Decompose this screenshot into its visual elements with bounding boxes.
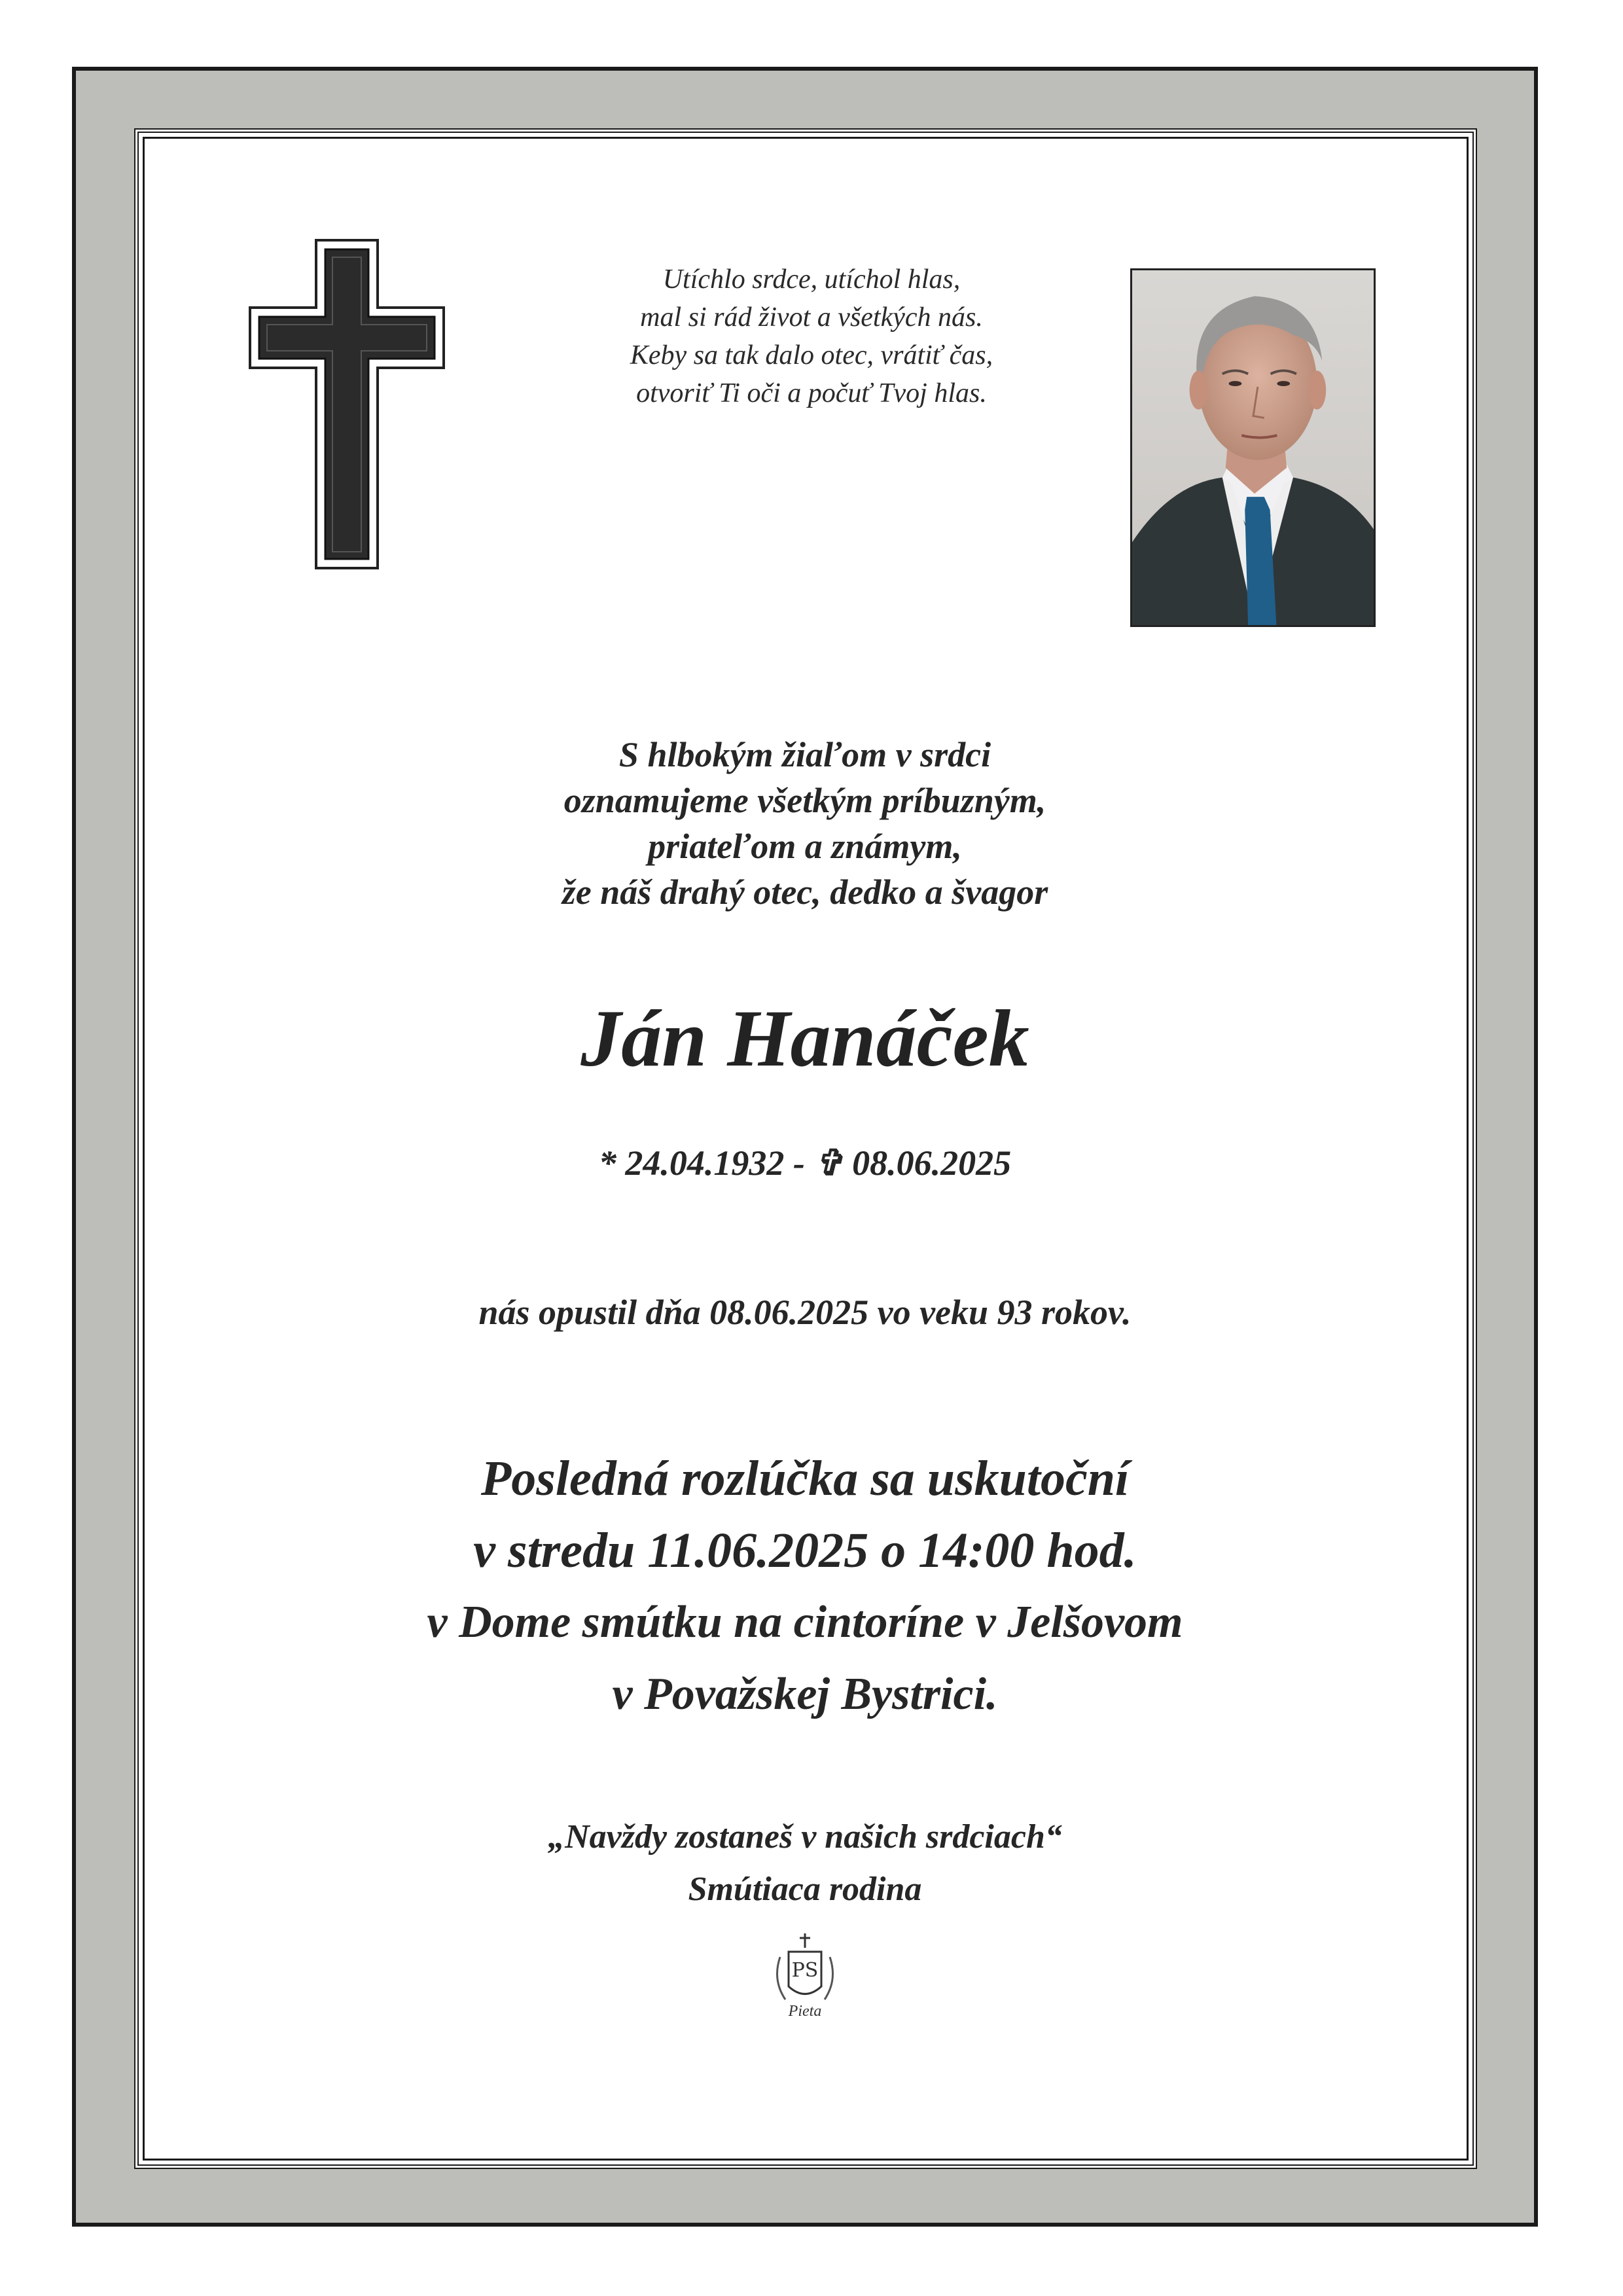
poem-line: Utíchlo srdce, utíchol hlas, [662,264,961,295]
announcement-line: že náš drahý otec, dedko a švagor [562,872,1048,912]
cross-icon [249,239,445,569]
closing-quote: „Navždy zostaneš v našich srdciach“ [548,1818,1062,1856]
poem-line: Keby sa tak dalo otec, vrátiť čas, [630,340,993,370]
life-dates: * 24.04.1932 - ✞ 08.06.2025 [598,1143,1012,1183]
announcement-line: oznamujeme všetkým príbuzným, [563,781,1046,820]
ceremony-line: v Považskej Bystrici. [612,1669,998,1719]
deceased-name: Ján Hanáček [580,994,1029,1083]
death-note: nás opustil dňa 08.06.2025 vo veku 93 rokov. [478,1293,1132,1332]
ceremony-line: v Dome smútku na cintoríne v Jelšovom [427,1597,1183,1647]
logo-text: Pieta [788,2003,822,2020]
closing [164,1811,1446,1916]
announcement-line: S hlbokým žiaľom v srdci [618,735,991,774]
poem-line: mal si rád život a všetkých nás. [640,302,983,332]
poem-line: otvoriť Ti oči a počuť Tvoj hlas. [636,378,987,408]
ceremony-line: v stredu 11.06.2025 o 14:00 hod. [473,1523,1137,1578]
ceremony-info [164,1443,1446,1731]
poem [497,260,1126,412]
announcement [164,732,1446,915]
signature: Smútiaca rodina [688,1871,922,1908]
portrait-photo [1130,268,1376,627]
svg-text:PS: PS [791,1959,819,1982]
announcement-line: priateľom a známym, [648,827,962,866]
ceremony-line: Posledná rozlúčka sa uskutoční [480,1451,1130,1506]
